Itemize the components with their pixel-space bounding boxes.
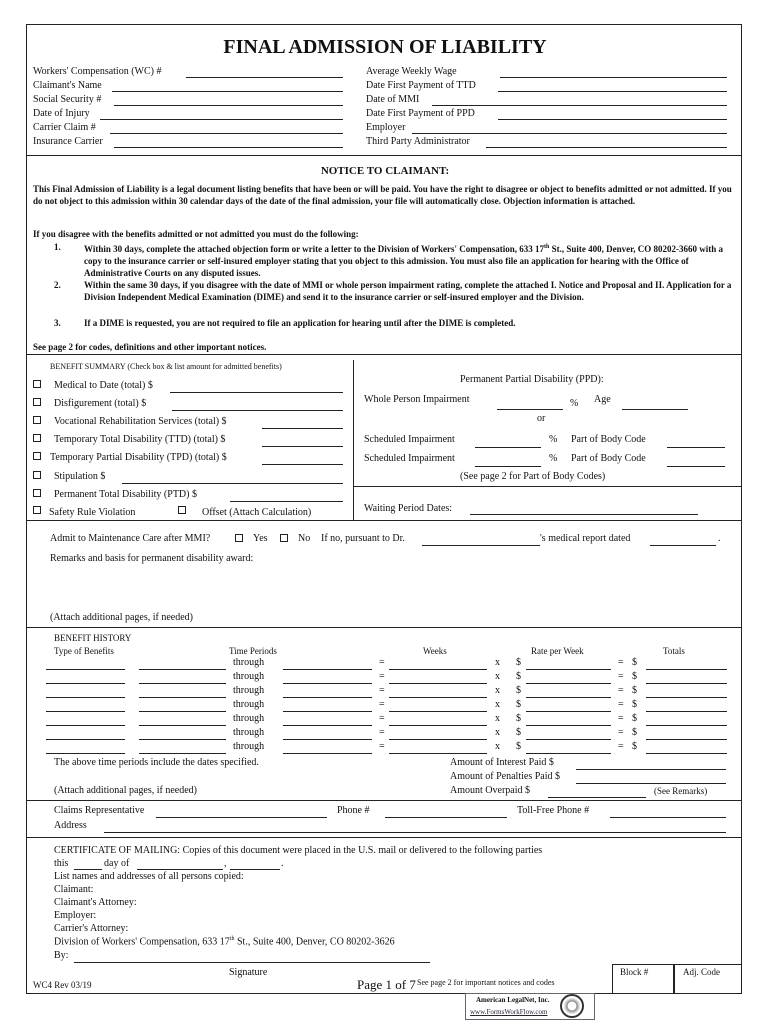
history-type-field[interactable]	[46, 669, 125, 670]
overpaid-label: Amount Overpaid $	[450, 785, 530, 796]
page-number: Page 1 of 7	[357, 977, 416, 992]
notice-intro: This Final Admission of Liability is a legal document listing benefits that have been or will be paid. You have the right to disagree or object to benefits admitted or not admitted. If you do not object to this admission within 30 calendar days of the date of the final admission, your file will automatically close. Objection information is attached.	[33, 184, 732, 206]
history-type-field[interactable]	[46, 697, 125, 698]
publisher-name: American LegalNet, Inc.	[476, 996, 550, 1004]
claims-rep-field[interactable]	[156, 817, 327, 818]
header-right-label-3: Date First Payment of PPD	[366, 108, 475, 119]
history-from-field[interactable]	[139, 739, 226, 740]
benefit-label-5: Stipulation $	[54, 471, 106, 482]
signature-field[interactable]	[74, 962, 430, 963]
header-left-field-1[interactable]	[112, 91, 343, 92]
certificate-comma: ,	[224, 858, 227, 869]
divider	[26, 155, 742, 156]
header-left-label-5: Insurance Carrier	[33, 136, 103, 147]
history-total-field[interactable]	[646, 753, 727, 754]
header-left-field-3[interactable]	[100, 119, 343, 120]
by-label: By:	[54, 950, 69, 961]
history-to-field[interactable]	[283, 753, 372, 754]
address-label: Address	[54, 820, 87, 831]
attach-pages-note: (Attach additional pages, if needed)	[50, 612, 193, 623]
equals-label: =	[379, 741, 385, 752]
claimant-label: Claimant:	[54, 884, 94, 895]
notice-heading: NOTICE TO CLAIMANT:	[320, 165, 450, 177]
copied-list-label: List names and addresses of all persons copied:	[54, 871, 244, 882]
through-label: through	[233, 685, 265, 696]
maintenance-yes-checkbox[interactable]	[235, 534, 243, 542]
header-right-field-0[interactable]	[500, 77, 727, 78]
no-label: No	[298, 533, 311, 544]
safety-rule-checkbox[interactable]	[33, 506, 41, 514]
benefit-checkbox-1[interactable]	[33, 398, 41, 406]
history-type-field[interactable]	[46, 753, 125, 754]
equals-label: =	[618, 727, 624, 738]
header-right-field-1[interactable]	[498, 91, 727, 92]
claimant-attorney-label: Claimant's Attorney:	[54, 897, 137, 908]
history-from-field[interactable]	[139, 669, 226, 670]
interest-label: Amount of Interest Paid $	[450, 757, 554, 768]
benefit-amount-field-4[interactable]	[262, 464, 343, 465]
doctor-name-field[interactable]	[422, 545, 540, 546]
history-weeks-field[interactable]	[389, 739, 487, 740]
division-address: Division of Workers' Compensation, 633 17th St., Suite 400, Denver, CO 80202-3626	[54, 936, 395, 948]
history-to-field[interactable]	[283, 669, 372, 670]
publisher-logo-icon	[560, 994, 584, 1018]
history-weeks-field[interactable]	[389, 669, 487, 670]
header-right-field-2[interactable]	[432, 105, 727, 106]
divider	[26, 627, 742, 628]
history-type-field[interactable]	[46, 725, 125, 726]
benefit-amount-field-6[interactable]	[230, 501, 343, 502]
body-codes-note: (See page 2 for Part of Body Codes)	[460, 471, 606, 482]
equals-label: =	[379, 685, 385, 696]
benefit-amount-field-1[interactable]	[172, 410, 343, 411]
history-total-field[interactable]	[646, 725, 727, 726]
header-right-label-4: Employer	[366, 122, 406, 133]
offset-checkbox[interactable]	[178, 506, 186, 514]
history-to-field[interactable]	[283, 683, 372, 684]
dollar-label: $	[516, 685, 521, 696]
dollar-label: $	[632, 657, 637, 668]
benefit-label-6: Permanent Total Disability (PTD) $	[54, 489, 197, 500]
history-rate-field[interactable]	[526, 697, 611, 698]
header-left-label-0: Workers' Compensation (WC) #	[33, 66, 162, 77]
publisher-url: www.FormsWorkFlow.com	[470, 1008, 548, 1016]
header-left-label-2: Social Security #	[33, 94, 102, 105]
history-total-field[interactable]	[646, 669, 727, 670]
dollar-label: $	[632, 727, 637, 738]
benefit-label-3: Temporary Total Disability (TTD) (total) $	[54, 434, 226, 445]
history-weeks-field[interactable]	[389, 753, 487, 754]
history-from-field[interactable]	[139, 697, 226, 698]
footer-see-page2: See page 2 for important notices and codes	[417, 978, 555, 987]
certificate-day-of: day of	[104, 858, 130, 869]
through-label: through	[233, 741, 265, 752]
tollfree-label: Toll-Free Phone #	[517, 805, 590, 816]
body-code-field-1[interactable]	[667, 447, 725, 448]
history-rate-field[interactable]	[526, 669, 611, 670]
divider	[26, 800, 742, 801]
history-weeks-field[interactable]	[389, 683, 487, 684]
disagree-heading: If you disagree with the benefits admitted or not admitted you must do the following:	[33, 229, 359, 239]
phone-label: Phone #	[337, 805, 370, 816]
times-label: x	[495, 699, 500, 710]
address-field[interactable]	[104, 832, 726, 833]
dollar-label: $	[632, 713, 637, 724]
history-type-field[interactable]	[46, 683, 125, 684]
period: .	[718, 533, 721, 544]
phone-field[interactable]	[385, 817, 507, 818]
through-label: through	[233, 699, 265, 710]
dollar-label: $	[632, 741, 637, 752]
certificate-this: this	[54, 858, 69, 869]
employer-label: Employer:	[54, 910, 97, 921]
signature-label: Signature	[229, 967, 268, 978]
equals-label: =	[379, 671, 385, 682]
attach-pages-note-2: (Attach additional pages, if needed)	[54, 785, 197, 796]
column-divider	[353, 360, 354, 520]
maintenance-question: Admit to Maintenance Care after MMI?	[50, 533, 211, 544]
benefit-checkbox-4[interactable]	[33, 452, 41, 460]
see-page2-notice: See page 2 for codes, definitions and other important notices.	[33, 342, 267, 352]
dollar-label: $	[516, 699, 521, 710]
item-1-number: 1.	[54, 242, 61, 252]
equals-label: =	[618, 713, 624, 724]
offset-label: Offset (Attach Calculation)	[202, 507, 312, 518]
body-code-label-2: Part of Body Code	[571, 453, 646, 464]
time-periods-header: Time Periods	[229, 646, 277, 656]
times-label: x	[495, 657, 500, 668]
report-date-field[interactable]	[650, 545, 716, 546]
history-total-field[interactable]	[646, 711, 727, 712]
history-from-field[interactable]	[139, 725, 226, 726]
include-dates-note: The above time periods include the dates specified.	[54, 757, 259, 768]
history-rate-field[interactable]	[526, 711, 611, 712]
item-1-text: Within 30 days, complete the attached objection form or write a letter to the Division of Workers' Compensation, 633 17th St., Suite 400, Denver, CO 80202-3660 with a copy to the insurance carrier or self-insured employer stating that you object to this admission. You must also file an application for hearing with the Office of Administrative Courts on any disputed issues.	[84, 244, 724, 278]
benefit-amount-field-0[interactable]	[170, 392, 343, 393]
form-number: WC4 Rev 03/19	[33, 980, 92, 990]
header-left-field-5[interactable]	[114, 147, 343, 148]
scheduled-label-2: Scheduled Impairment	[364, 453, 455, 464]
equals-label: =	[618, 657, 624, 668]
benefit-checkbox-2[interactable]	[33, 416, 41, 424]
body-code-field-2[interactable]	[667, 466, 725, 467]
divider	[26, 520, 742, 521]
benefit-label-4: Temporary Partial Disability (TPD) (total) $	[50, 452, 227, 463]
equals-label: =	[379, 657, 385, 668]
history-total-field[interactable]	[646, 739, 727, 740]
history-weeks-field[interactable]	[389, 697, 487, 698]
header-right-field-4[interactable]	[412, 133, 727, 134]
certificate-line1: CERTIFICATE OF MAILING: Copies of this document were placed in the U.S. mail or delivered to the following parties	[54, 845, 543, 856]
if-no-label: If no, pursuant to Dr.	[321, 533, 405, 544]
through-label: through	[233, 713, 265, 724]
through-label: through	[233, 657, 265, 668]
waiting-period-label: Waiting Period Dates:	[364, 503, 453, 514]
benefit-history-heading: BENEFIT HISTORY	[54, 633, 132, 643]
dollar-label: $	[516, 727, 521, 738]
type-header: Type of Benefits	[54, 646, 114, 656]
overpaid-field[interactable]	[548, 797, 646, 798]
form-title: FINAL ADMISSION OF LIABILITY	[223, 36, 547, 58]
report-dated-label: 's medical report dated	[540, 533, 631, 544]
dollar-label: $	[516, 671, 521, 682]
waiting-period-field[interactable]	[470, 514, 698, 515]
rate-header: Rate per Week	[531, 646, 584, 656]
body-code-label-1: Part of Body Code	[571, 434, 646, 445]
header-right-label-2: Date of MMI	[366, 94, 420, 105]
benefit-checkbox-0[interactable]	[33, 380, 41, 388]
item-3-text: If a DIME is requested, you are not required to file an application for hearing until after the DIME is completed.	[84, 318, 516, 328]
history-to-field[interactable]	[283, 739, 372, 740]
times-label: x	[495, 727, 500, 738]
times-label: x	[495, 671, 500, 682]
history-rate-field[interactable]	[526, 753, 611, 754]
percent-label: %	[549, 434, 558, 445]
year-field[interactable]	[230, 869, 280, 870]
block-label: Block #	[620, 967, 649, 977]
dollar-label: $	[632, 671, 637, 682]
benefit-amount-field-3[interactable]	[262, 446, 343, 447]
history-rate-field[interactable]	[526, 725, 611, 726]
item-3-number: 3.	[54, 318, 61, 328]
scheduled-field-1[interactable]	[475, 447, 541, 448]
yes-label: Yes	[253, 533, 268, 544]
percent-label: %	[570, 398, 579, 409]
equals-label: =	[618, 671, 624, 682]
history-from-field[interactable]	[139, 753, 226, 754]
history-total-field[interactable]	[646, 683, 727, 684]
times-label: x	[495, 741, 500, 752]
whole-person-label: Whole Person Impairment	[364, 394, 470, 405]
penalties-field[interactable]	[576, 783, 726, 784]
item-2-text: Within the same 30 days, if you disagree with the date of MMI or whole person impairment rating, complete the attached I. Notice and Proposal and II. Application for a Division Independent Medical Examination (DIME) and send it to the insurance carrier or self-insured employer and the Division.	[84, 280, 732, 302]
dollar-label: $	[632, 699, 637, 710]
dollar-label: $	[516, 657, 521, 668]
equals-label: =	[618, 741, 624, 752]
day-field[interactable]	[74, 869, 102, 870]
benefit-summary-heading: BENEFIT SUMMARY (Check box & list amount for admitted benefits)	[50, 362, 282, 371]
dollar-label: $	[516, 741, 521, 752]
equals-label: =	[379, 699, 385, 710]
benefit-checkbox-6[interactable]	[33, 489, 41, 497]
history-to-field[interactable]	[283, 725, 372, 726]
weeks-header: Weeks	[423, 646, 447, 656]
benefit-checkbox-3[interactable]	[33, 434, 41, 442]
penalties-label: Amount of Penalties Paid $	[450, 771, 560, 782]
divider	[26, 837, 742, 838]
age-field[interactable]	[622, 409, 688, 410]
certificate-period: .	[281, 858, 284, 869]
safety-rule-label: Safety Rule Violation	[49, 507, 136, 518]
equals-label: =	[618, 699, 624, 710]
header-left-label-1: Claimant's Name	[33, 80, 102, 91]
maintenance-no-checkbox[interactable]	[280, 534, 288, 542]
see-remarks-note: (See Remarks)	[654, 786, 708, 796]
scheduled-label-1: Scheduled Impairment	[364, 434, 455, 445]
history-to-field[interactable]	[283, 711, 372, 712]
history-type-field[interactable]	[46, 711, 125, 712]
carrier-attorney-label: Carrier's Attorney:	[54, 923, 129, 934]
ppd-heading: Permanent Partial Disability (PPD):	[460, 374, 604, 385]
header-right-field-3[interactable]	[498, 119, 727, 120]
claims-rep-label: Claims Representative	[54, 805, 145, 816]
equals-label: =	[618, 685, 624, 696]
equals-label: =	[379, 727, 385, 738]
dollar-label: $	[632, 685, 637, 696]
divider	[353, 486, 742, 487]
header-right-label-5: Third Party Administrator	[366, 136, 470, 147]
equals-label: =	[379, 713, 385, 724]
header-left-label-4: Carrier Claim #	[33, 122, 96, 133]
interest-field[interactable]	[576, 769, 726, 770]
header-right-label-1: Date First Payment of TTD	[366, 80, 476, 91]
age-label: Age	[594, 394, 611, 405]
percent-label: %	[549, 453, 558, 464]
header-left-field-4[interactable]	[110, 133, 343, 134]
whole-person-field[interactable]	[497, 409, 563, 410]
or-label: or	[537, 413, 546, 424]
totals-header: Totals	[663, 646, 685, 656]
times-label: x	[495, 685, 500, 696]
benefit-label-2: Vocational Rehabilitation Services (total) $	[54, 416, 227, 427]
through-label: through	[233, 671, 265, 682]
history-from-field[interactable]	[139, 683, 226, 684]
remarks-label: Remarks and basis for permanent disability award:	[50, 553, 254, 564]
times-label: x	[495, 713, 500, 724]
tollfree-field[interactable]	[610, 817, 726, 818]
history-to-field[interactable]	[283, 697, 372, 698]
history-weeks-field[interactable]	[389, 711, 487, 712]
benefit-label-0: Medical to Date (total) $	[54, 380, 153, 391]
benefit-amount-field-2[interactable]	[262, 428, 343, 429]
header-left-field-2[interactable]	[114, 105, 343, 106]
divider	[26, 354, 742, 355]
item-2-number: 2.	[54, 280, 61, 290]
month-field[interactable]	[137, 869, 223, 870]
dollar-label: $	[516, 713, 521, 724]
adj-code-label: Adj. Code	[683, 967, 720, 977]
history-rate-field[interactable]	[526, 739, 611, 740]
header-left-label-3: Date of Injury	[33, 108, 90, 119]
benefit-checkbox-5[interactable]	[33, 471, 41, 479]
through-label: through	[233, 727, 265, 738]
benefit-label-1: Disfigurement (total) $	[54, 398, 147, 409]
header-right-label-0: Average Weekly Wage	[366, 66, 457, 77]
history-from-field[interactable]	[139, 711, 226, 712]
history-type-field[interactable]	[46, 739, 125, 740]
header-left-field-0[interactable]	[186, 77, 343, 78]
history-rate-field[interactable]	[526, 683, 611, 684]
history-weeks-field[interactable]	[389, 725, 487, 726]
header-right-field-5[interactable]	[486, 147, 727, 148]
scheduled-field-2[interactable]	[475, 466, 541, 467]
history-total-field[interactable]	[646, 697, 727, 698]
benefit-amount-field-5[interactable]	[122, 483, 343, 484]
